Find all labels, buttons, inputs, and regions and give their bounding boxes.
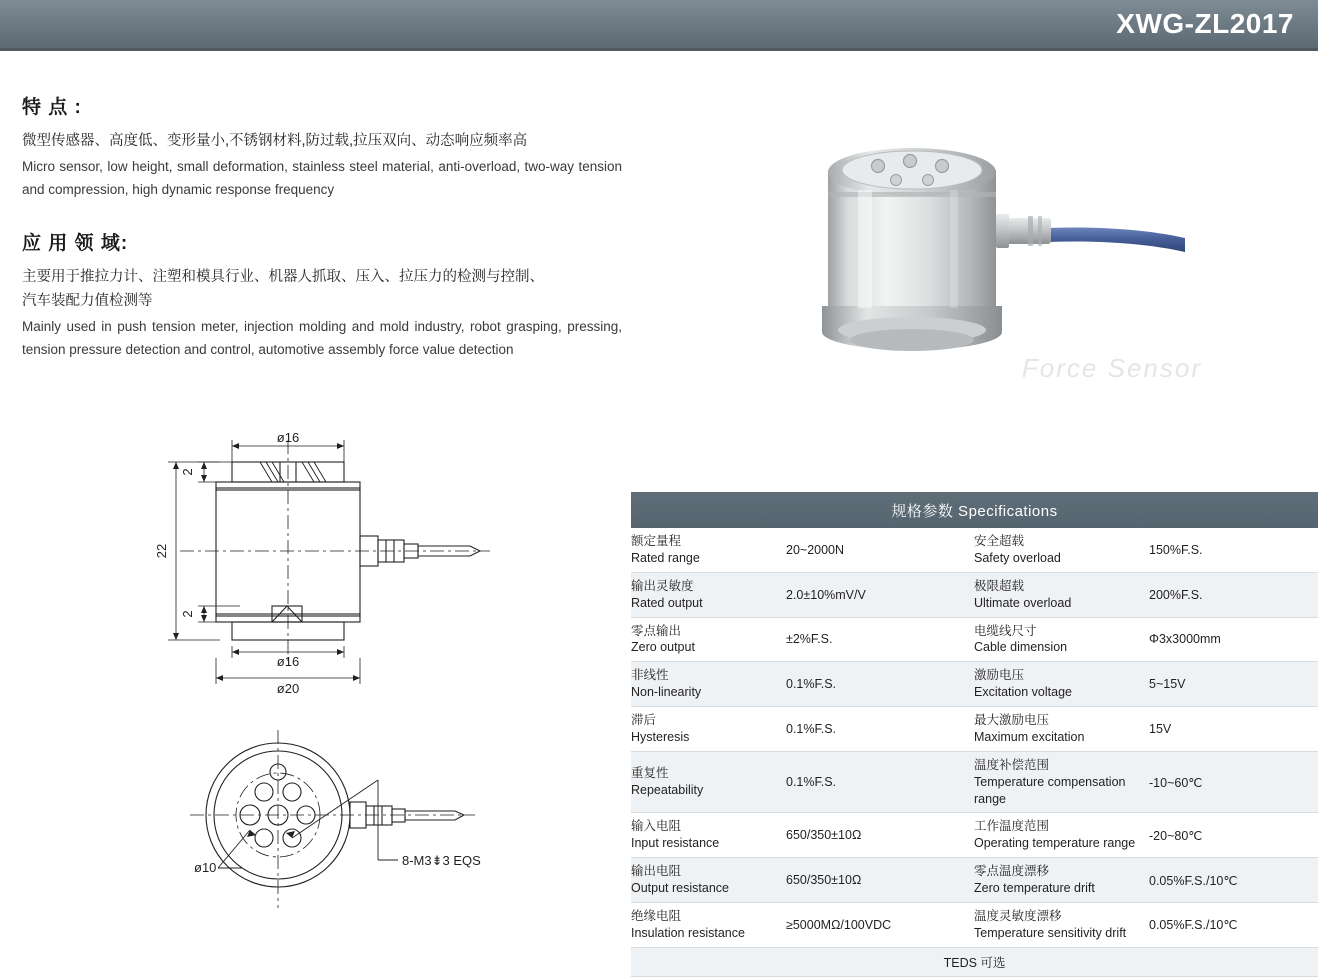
spec-label2-cn: 工作温度范围 bbox=[974, 819, 1050, 834]
spec-value: 0.1%F.S. bbox=[786, 707, 974, 752]
spec-label2-en: Excitation voltage bbox=[974, 685, 1072, 700]
spec-value: 20~2000N bbox=[786, 528, 974, 572]
spec-label bbox=[631, 858, 786, 903]
table-row bbox=[631, 662, 1318, 707]
spec-value-2: 15V bbox=[1149, 707, 1318, 752]
spec-label2-en: Cable dimension bbox=[974, 640, 1068, 655]
spec-label2-en: Ultimate overload bbox=[974, 595, 1072, 610]
features-text-cn: 微型传感器、高度低、变形量小,不锈钢材料,防过载,拉压双向、动态响应频率高 bbox=[22, 133, 528, 149]
specifications-panel bbox=[631, 492, 1318, 977]
spec-label-cn: 重复性 bbox=[631, 766, 669, 781]
spec-label bbox=[631, 902, 786, 947]
spec-value-2: 5~15V bbox=[1149, 662, 1318, 707]
features-heading: 特 点 : bbox=[22, 97, 82, 118]
spec-value: ≥5000MΩ/100VDC bbox=[786, 902, 974, 947]
spec-label-cn: 输出电阻 bbox=[631, 864, 682, 879]
spec-label-2 bbox=[974, 572, 1149, 617]
left-content-column bbox=[22, 92, 622, 362]
spec-label-en: Input resistance bbox=[631, 836, 720, 851]
spec-label2-en: Temperature sensitivity drift bbox=[974, 925, 1127, 940]
spec-label bbox=[631, 751, 786, 813]
dimension-drawing-side-view bbox=[120, 400, 640, 720]
dim-bottom-thickness-label: 2 bbox=[180, 610, 195, 618]
thread-note-label: 8-M3⇟3 EQS bbox=[402, 853, 481, 868]
page-title: XWG-ZL2017 bbox=[1116, 8, 1294, 39]
spec-label bbox=[631, 572, 786, 617]
spec-label-2 bbox=[974, 858, 1149, 903]
spec-label bbox=[631, 662, 786, 707]
photo-watermark: Force Sensor bbox=[1021, 353, 1202, 383]
product-photo-illustration bbox=[800, 130, 1220, 390]
dim-height-label: 22 bbox=[154, 543, 169, 559]
spec-label bbox=[631, 707, 786, 752]
spec-label-en: Hysteresis bbox=[631, 729, 690, 744]
spec-label-cn: 零点输出 bbox=[631, 623, 682, 638]
spec-value-2: 0.05%F.S./10℃ bbox=[1149, 902, 1318, 947]
dim-bottom-diameter-label: ø16 bbox=[276, 654, 300, 669]
spec-label2-en: Maximum excitation bbox=[974, 729, 1085, 744]
spec-label-cn: 额定量程 bbox=[631, 534, 682, 548]
spec-label bbox=[631, 528, 786, 572]
spec-label2-en: Temperature compensation range bbox=[974, 774, 1126, 806]
spec-label2-cn: 温度补偿范围 bbox=[974, 757, 1050, 772]
spec-label-en: Non-linearity bbox=[631, 685, 702, 700]
teds-label: TEDS 可选 bbox=[631, 947, 1318, 976]
spec-label-cn: 绝缘电阻 bbox=[631, 908, 682, 923]
spec-label-cn: 非线性 bbox=[631, 668, 669, 683]
features-text-en: Micro sensor, low height, small deformation, stainless steel material, anti-overload, two-way tension and compression, high dynamic response frequency bbox=[22, 158, 622, 198]
spec-value-2: 0.05%F.S./10℃ bbox=[1149, 858, 1318, 903]
top-view-svg bbox=[130, 720, 630, 920]
applications-heading: 应 用 领 域: bbox=[22, 233, 129, 254]
specifications-table bbox=[631, 528, 1318, 977]
spec-label2-en: Operating temperature range bbox=[974, 836, 1136, 851]
spec-value: 2.0±10%mV/V bbox=[786, 572, 974, 617]
spec-value-2: 200%F.S. bbox=[1149, 572, 1318, 617]
table-row bbox=[631, 858, 1318, 903]
spec-label-2 bbox=[974, 528, 1149, 572]
dim-bolt-circle-label: ø10 bbox=[194, 860, 217, 875]
spec-value: ±2%F.S. bbox=[786, 617, 974, 662]
spec-label-2 bbox=[974, 902, 1149, 947]
spec-label-2 bbox=[974, 751, 1149, 813]
spec-label-en: Rated output bbox=[631, 595, 703, 610]
spec-value: 650/350±10Ω bbox=[786, 813, 974, 858]
section-spacer bbox=[22, 202, 622, 228]
side-view-svg bbox=[120, 400, 640, 720]
spec-label2-cn: 极限超载 bbox=[974, 578, 1025, 593]
table-row bbox=[631, 751, 1318, 813]
spec-label-en: Insulation resistance bbox=[631, 925, 745, 940]
spec-label-2 bbox=[974, 813, 1149, 858]
spec-value: 650/350±10Ω bbox=[786, 858, 974, 903]
table-row bbox=[631, 707, 1318, 752]
spec-label-en: Rated range bbox=[631, 550, 700, 565]
applications-text-cn-line1: 主要用于推拉力计、注塑和模具行业、机器人抓取、压入、拉压力的检测与控制、 bbox=[22, 269, 544, 285]
dim-top-thickness-label: 2 bbox=[180, 468, 195, 476]
spec-label2-cn: 零点温度漂移 bbox=[974, 864, 1050, 879]
spec-value-2: 150%F.S. bbox=[1149, 528, 1318, 572]
header-divider bbox=[0, 48, 1318, 51]
dimension-drawing-top-view bbox=[130, 720, 630, 920]
spec-label2-cn: 最大激励电压 bbox=[974, 713, 1050, 727]
applications-text-cn-line2: 汽车装配力值检测等 bbox=[22, 292, 153, 309]
spec-label bbox=[631, 617, 786, 662]
spec-label2-cn: 温度灵敏度漂移 bbox=[974, 908, 1062, 923]
table-row bbox=[631, 617, 1318, 662]
spec-label2-en: Zero temperature drift bbox=[974, 881, 1095, 895]
spec-label2-en: Safety overload bbox=[974, 550, 1061, 565]
specifications-title: 规格参数 Specifications bbox=[631, 492, 1318, 528]
spec-value-2: Φ3x3000mm bbox=[1149, 617, 1318, 662]
spec-label2-cn: 安全超载 bbox=[974, 534, 1025, 548]
spec-value: 0.1%F.S. bbox=[786, 751, 974, 813]
spec-label-cn: 输出灵敏度 bbox=[631, 578, 694, 593]
product-photo bbox=[800, 130, 1220, 390]
spec-label bbox=[631, 813, 786, 858]
dim-top-diameter-label: ø16 bbox=[276, 430, 300, 445]
spec-value-2: -20~80℃ bbox=[1149, 813, 1318, 858]
table-row bbox=[631, 528, 1318, 572]
spec-label2-cn: 电缆线尺寸 bbox=[974, 623, 1037, 638]
teds-row bbox=[631, 947, 1318, 976]
spec-label-en: Repeatability bbox=[631, 783, 704, 798]
page-header bbox=[0, 0, 1318, 48]
table-row bbox=[631, 572, 1318, 617]
applications-text-en: Mainly used in push tension meter, injection molding and mold industry, robot grasping, pressing, tension pressure detection and control, automotive assembly force value detection bbox=[22, 318, 622, 358]
table-row bbox=[631, 902, 1318, 947]
spec-label-2 bbox=[974, 617, 1149, 662]
spec-label-en: Zero output bbox=[631, 640, 695, 655]
spec-label-2 bbox=[974, 662, 1149, 707]
spec-value: 0.1%F.S. bbox=[786, 662, 974, 707]
spec-value-2: -10~60℃ bbox=[1149, 751, 1318, 813]
spec-label-2 bbox=[974, 707, 1149, 752]
dim-outer-diameter-label: ø20 bbox=[276, 681, 300, 696]
table-row bbox=[631, 813, 1318, 858]
spec-label-cn: 输入电阻 bbox=[631, 819, 682, 834]
spec-label-en: Output resistance bbox=[631, 881, 729, 895]
spec-label2-cn: 激励电压 bbox=[974, 668, 1025, 683]
spec-label-cn: 滞后 bbox=[631, 713, 657, 727]
